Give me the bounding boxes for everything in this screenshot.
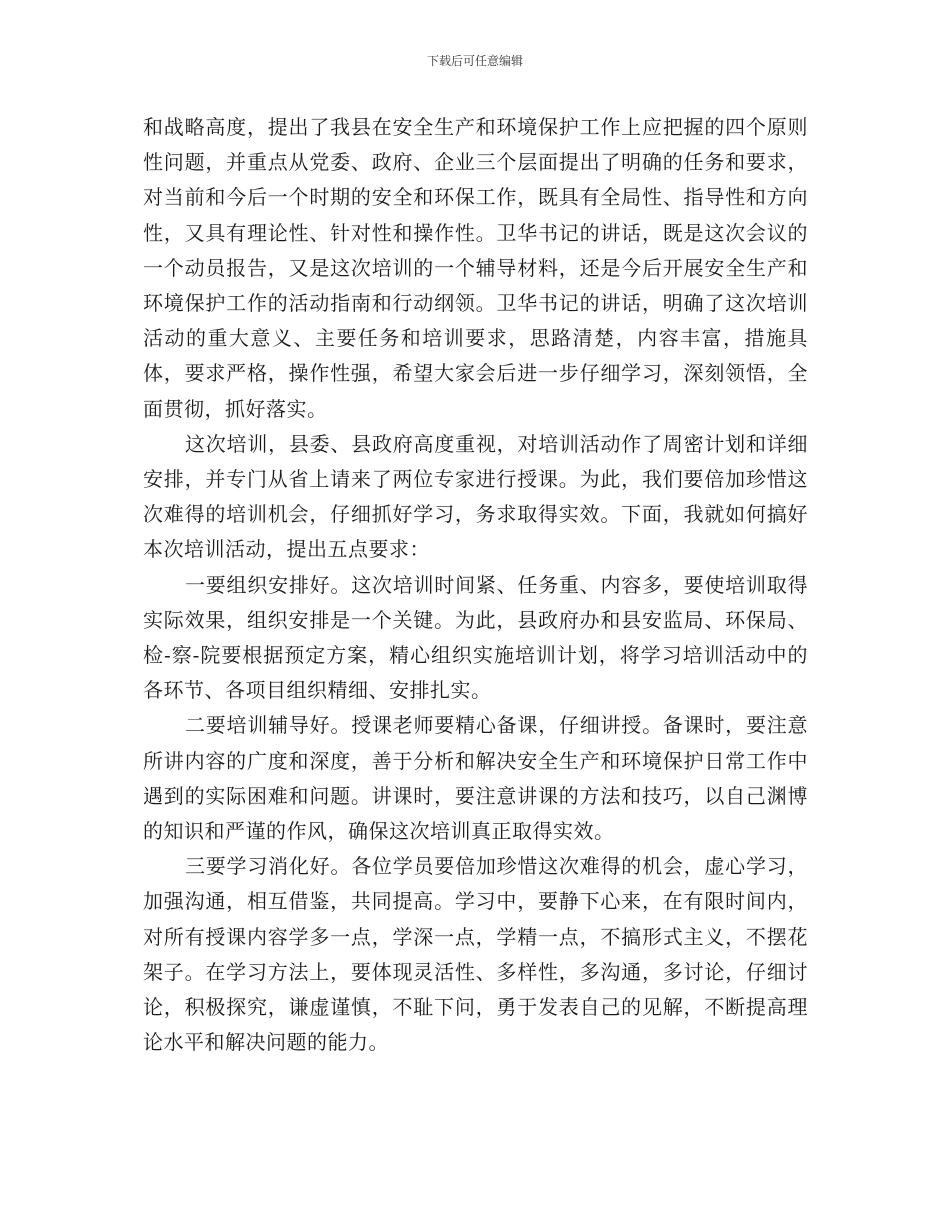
- paragraph-5: 三要学习消化好。各位学员要倍加珍惜这次难得的机会，虚心学习，加强沟通，相互借鉴，共同提高。学习中，要静下心来，在有限时间内，对所有授课内容学多一点，学深一点，学精一点，不搞形式主义，不摆花架子。在学习方法上，要体现灵活性、多样性，多沟通，多讨论，仔细讨论，积极探究，谦虚谨慎，不耻下问，勇于发表自己的见解，不断提高理论水平和解决问题的能力。: [143, 854, 808, 1055]
- page-header: 下载后可任意编辑: [426, 54, 523, 68]
- paragraph-1: 和战略高度，提出了我县在安全生产和环境保护工作上应把握的四个原则性问题，并重点从党委、政府、企业三个层面提出了明确的任务和要求，对当前和今后一个时期的安全和环保工作，既具有全局性、指导性和方向性，又具有理论性、针对性和操作性。卫华书记的讲话，既是这次会议的一个动员报告，又是这次培训的一个辅导材料，还是今后开展安全生产和环境保护工作的活动指南和行动纲领。卫华书记的讲话，明确了这次培训活动的重大意义、主要任务和培训要求，思路清楚，内容丰富，措施具体，要求严格，操作性强，希望大家会后进一步仔细学习，深刻领悟，全面贯彻，抓好落实。: [143, 115, 808, 421]
- paragraph-4: 二要培训辅导好。授课老师要精心备课，仔细讲授。备课时，要注意所讲内容的广度和深度，善于分析和解决安全生产和环境保护日常工作中遇到的实际困难和问题。讲课时，要注意讲课的方法和技巧，以自己渊博的知识和严谨的作风，确保这次培训真正取得实效。: [143, 713, 808, 844]
- paragraph-3: 一要组织安排好。这次培训时间紧、任务重、内容多，要使培训取得实际效果，组织安排是一个关键。为此，县政府办和县安监局、环保局、检-察-院要根据预定方案，精心组织实施培训计划，将学习培训活动中的各环节、各项目组织精细、安排扎实。: [143, 572, 808, 703]
- document-body: [143, 110, 808, 1060]
- paragraph-2: 这次培训，县委、县政府高度重视，对培训活动作了周密计划和详细安排，并专门从省上请来了两位专家进行授课。为此，我们要倍加珍惜这次难得的培训机会，仔细抓好学习，务求取得实效。下面，我就如何搞好本次培训活动，提出五点要求：: [143, 431, 808, 562]
